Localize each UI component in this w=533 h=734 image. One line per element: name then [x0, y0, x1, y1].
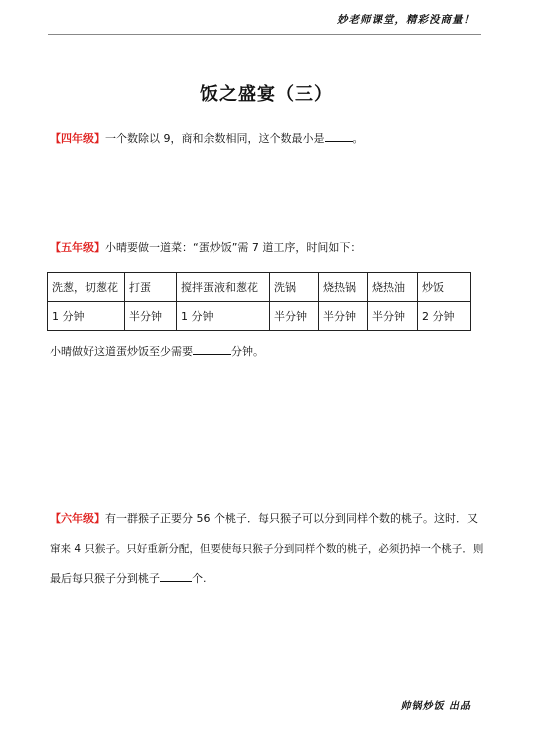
- footer-slogan: 帅锅炒饭 出品: [400, 701, 471, 712]
- answer-blank: [160, 570, 192, 582]
- grade-tag: 【五年级】: [50, 241, 105, 254]
- header-divider: [48, 34, 481, 35]
- table-cell: 1 分钟: [48, 302, 125, 331]
- table-cell: 洗锅: [270, 273, 319, 302]
- question-text: 小晴要做一道菜：“蛋炒饭”需 7 道工序，时间如下：: [105, 241, 362, 254]
- page-title: 饭之盛宴（三）: [200, 84, 333, 105]
- answer-blank: [193, 343, 231, 355]
- table-cell: 2 分钟: [418, 302, 471, 331]
- question-grade5: [50, 233, 361, 263]
- table-cell: 烧热锅: [319, 273, 368, 302]
- answer-blank: [325, 130, 353, 142]
- question-line-2: 窜来 4 只猴子。只好重新分配，但要使每只猴子分到同样个数的桃子，必须扔掉一个桃子．则: [50, 543, 484, 555]
- question-suffix: 个.: [192, 572, 207, 585]
- table-cell: 半分钟: [319, 302, 368, 331]
- question-suffix: 分钟。: [231, 345, 264, 358]
- table-row-steps: [48, 273, 471, 302]
- question-text: 最后每只猴子分到桃子: [50, 572, 160, 585]
- question-text: 小晴做好这道蛋炒饭至少需要: [50, 345, 193, 358]
- table-cell: 半分钟: [125, 302, 177, 331]
- table-cell: 洗葱，切葱花: [48, 273, 125, 302]
- question-grade5-ask: [50, 337, 264, 367]
- question-line-3: [50, 564, 490, 594]
- table-cell: 搅拌蛋液和葱花: [177, 273, 270, 302]
- table-cell: 打蛋: [125, 273, 177, 302]
- table-row-times: [48, 302, 471, 331]
- question-text: 一个数除以 9，商和余数相同，这个数最小是: [105, 132, 325, 145]
- question-suffix: 。: [352, 132, 364, 145]
- question-line-1: [50, 504, 490, 534]
- process-steps-table: [47, 272, 471, 331]
- header-slogan: 妙老师课堂，精彩没商量！: [337, 14, 475, 26]
- table-cell: 半分钟: [368, 302, 418, 331]
- table-cell: 烧热油: [368, 273, 418, 302]
- table-cell: 1 分钟: [177, 302, 270, 331]
- question-grade4: [50, 124, 364, 154]
- grade-tag: 【四年级】: [50, 132, 105, 145]
- table-cell: 炒饭: [418, 273, 471, 302]
- question-grade6: [50, 504, 490, 594]
- grade-tag: 【六年级】: [50, 512, 105, 525]
- table-cell: 半分钟: [270, 302, 319, 331]
- question-text: 有一群猴子正要分 56 个桃子．每只猴子可以分到同样个数的桃子。这时．又: [105, 512, 478, 525]
